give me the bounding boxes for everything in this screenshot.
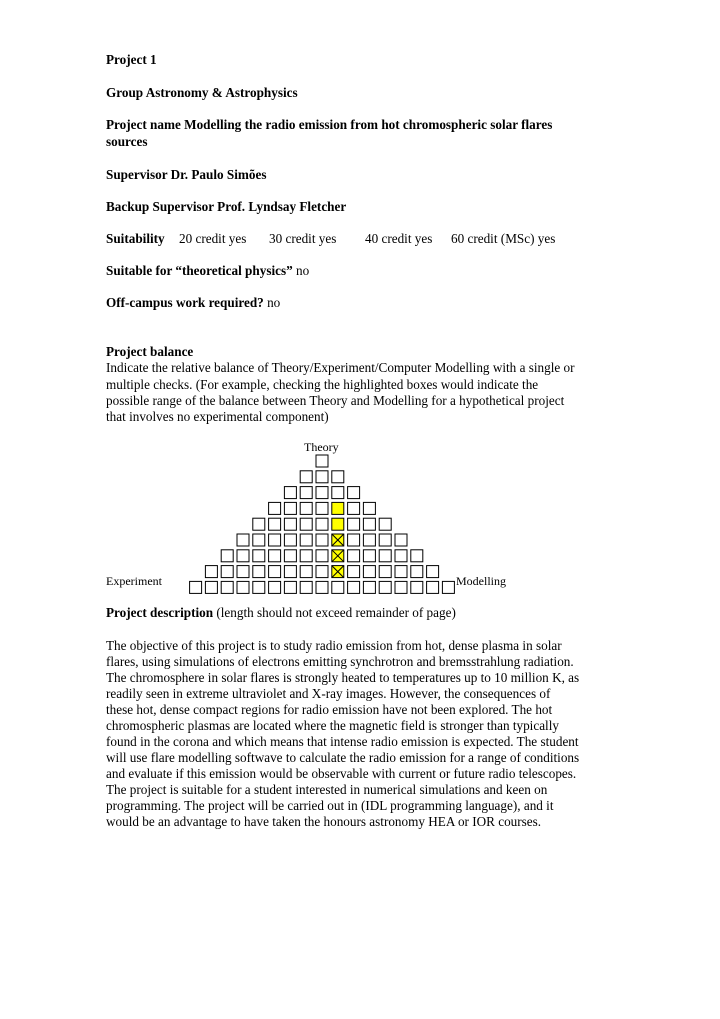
theoretical-physics-label: Suitable for “theoretical physics”: [106, 263, 293, 278]
theory-label: Theory: [304, 440, 339, 454]
balance-checkbox[interactable]: [300, 487, 312, 499]
backup-supervisor-label: Backup Supervisor: [106, 199, 214, 214]
balance-checkbox[interactable]: [363, 566, 375, 578]
balance-checkbox[interactable]: [411, 550, 423, 562]
balance-checkbox[interactable]: [379, 581, 391, 593]
project-name-row: [106, 116, 552, 133]
description-line: found in the corona and which means that intense radio emission is expected. The student: [106, 734, 579, 749]
project-description-row: [106, 604, 456, 621]
balance-checkbox[interactable]: [284, 518, 296, 530]
balance-checkbox[interactable]: [395, 550, 407, 562]
project-name-value-line1: Modelling the radio emission from hot chromospheric solar flares: [184, 117, 553, 132]
balance-checkbox[interactable]: [363, 581, 375, 593]
group-value: Astronomy & Astrophysics: [145, 85, 298, 100]
suitability-40-credit: 40 credit yes: [365, 231, 433, 246]
theoretical-physics-value: no: [296, 263, 310, 278]
balance-checkbox[interactable]: [332, 566, 344, 578]
balance-checkbox[interactable]: [332, 518, 344, 530]
balance-checkbox[interactable]: [316, 566, 328, 578]
balance-checkbox[interactable]: [427, 581, 439, 593]
balance-checkbox[interactable]: [332, 471, 344, 483]
balance-text-line: possible range of the balance between Theory and Modelling for a hypothetical project: [106, 393, 565, 408]
balance-checkbox[interactable]: [442, 581, 454, 593]
balance-checkbox[interactable]: [221, 550, 233, 562]
balance-checkbox[interactable]: [237, 581, 249, 593]
balance-checkbox[interactable]: [348, 534, 360, 546]
group-row: [106, 84, 298, 101]
balance-checkbox[interactable]: [332, 581, 344, 593]
balance-checkbox[interactable]: [300, 534, 312, 546]
balance-checkbox[interactable]: [253, 534, 265, 546]
balance-checkbox[interactable]: [348, 518, 360, 530]
balance-checkbox[interactable]: [205, 581, 217, 593]
balance-checkbox[interactable]: [237, 534, 249, 546]
off-campus-label: Off-campus work required?: [106, 295, 264, 310]
balance-checkbox[interactable]: [379, 566, 391, 578]
suitability-20-credit: 20 credit yes: [179, 231, 247, 246]
balance-checkbox[interactable]: [300, 581, 312, 593]
balance-checkbox[interactable]: [205, 566, 217, 578]
balance-checkbox[interactable]: [269, 550, 281, 562]
balance-checkbox[interactable]: [269, 502, 281, 514]
balance-checkbox[interactable]: [395, 534, 407, 546]
balance-checkbox[interactable]: [237, 550, 249, 562]
balance-checkbox[interactable]: [427, 566, 439, 578]
balance-checkbox[interactable]: [332, 550, 344, 562]
description-line: readily seen in extreme ultraviolet and X-ray images. However, the consequences of: [106, 686, 551, 701]
description-line: would be an advantage to have taken the honours astronomy HEA or IOR courses.: [106, 814, 542, 829]
balance-checkbox[interactable]: [221, 581, 233, 593]
balance-text-line: multiple checks. (For example, checking the highlighted boxes would indicate the: [106, 377, 539, 392]
balance-checkbox[interactable]: [316, 471, 328, 483]
balance-checkbox[interactable]: [363, 534, 375, 546]
supervisor-label: Supervisor: [106, 167, 168, 182]
balance-checkbox[interactable]: [253, 518, 265, 530]
balance-checkbox[interactable]: [379, 518, 391, 530]
balance-checkbox[interactable]: [316, 550, 328, 562]
modelling-label: Modelling: [456, 574, 506, 588]
balance-checkbox[interactable]: [269, 518, 281, 530]
balance-checkbox[interactable]: [300, 566, 312, 578]
balance-checkbox[interactable]: [411, 581, 423, 593]
balance-checkbox[interactable]: [269, 534, 281, 546]
balance-checkbox[interactable]: [379, 534, 391, 546]
suitability-label: Suitability: [106, 231, 165, 246]
description-line: and evaluate if this emission would be observable with current or future radio telescopes.: [106, 766, 577, 781]
balance-checkbox[interactable]: [253, 581, 265, 593]
balance-checkbox[interactable]: [221, 566, 233, 578]
balance-checkbox[interactable]: [284, 566, 296, 578]
description-line: these hot, dense compact regions for radio emission have not been explored. The hot: [106, 702, 553, 717]
project-name-value-line2: sources: [106, 134, 148, 149]
balance-checkbox[interactable]: [332, 534, 344, 546]
backup-supervisor-row: [106, 198, 346, 215]
balance-checkbox[interactable]: [284, 581, 296, 593]
balance-checkbox[interactable]: [300, 550, 312, 562]
balance-checkbox[interactable]: [253, 550, 265, 562]
description-line: The objective of this project is to study radio emission from hot, dense plasma in solar: [106, 638, 562, 653]
balance-checkbox[interactable]: [300, 471, 312, 483]
balance-checkbox[interactable]: [253, 566, 265, 578]
balance-checkbox[interactable]: [348, 487, 360, 499]
project-description-note: (length should not exceed remainder of page): [216, 605, 456, 620]
balance-checkbox[interactable]: [395, 581, 407, 593]
suitability-30-credit: 30 credit yes: [269, 231, 337, 246]
balance-checkbox[interactable]: [348, 581, 360, 593]
balance-checkbox[interactable]: [300, 502, 312, 514]
balance-checkbox[interactable]: [316, 581, 328, 593]
project-balance-heading: Project balance: [106, 344, 194, 359]
project-name-label: Project name: [106, 117, 181, 132]
balance-checkbox[interactable]: [363, 550, 375, 562]
balance-checkbox[interactable]: [332, 502, 344, 514]
balance-checkbox[interactable]: [363, 502, 375, 514]
suitability-60-credit: 60 credit (MSc) yes: [451, 231, 556, 246]
balance-checkbox[interactable]: [237, 566, 249, 578]
balance-checkbox[interactable]: [316, 534, 328, 546]
balance-checkbox[interactable]: [411, 566, 423, 578]
balance-checkbox[interactable]: [395, 566, 407, 578]
balance-checkbox[interactable]: [348, 550, 360, 562]
balance-checkbox[interactable]: [284, 550, 296, 562]
balance-text-line: that involves no experimental component): [106, 409, 329, 424]
balance-checkbox[interactable]: [316, 518, 328, 530]
balance-checkbox[interactable]: [284, 502, 296, 514]
balance-checkbox[interactable]: [316, 455, 328, 467]
backup-supervisor-value: Prof. Lyndsay Fletcher: [217, 199, 347, 214]
balance-checkbox[interactable]: [190, 581, 202, 593]
supervisor-value: Dr. Paulo Simões: [170, 167, 267, 182]
theoretical-physics-row: [106, 262, 309, 279]
balance-checkbox[interactable]: [284, 487, 296, 499]
suitability-row: [106, 230, 165, 247]
balance-checkbox[interactable]: [348, 566, 360, 578]
balance-checkbox[interactable]: [363, 518, 375, 530]
description-line: chromospheric plasmas are located where the magnetic field is stronger than typically: [106, 718, 559, 733]
description-line: programming. The project will be carried out in (IDL programming language), and it: [106, 798, 554, 813]
balance-checkbox[interactable]: [332, 487, 344, 499]
project-number: Project 1: [106, 52, 157, 67]
balance-checkbox[interactable]: [348, 502, 360, 514]
group-label: Group: [106, 85, 144, 100]
experiment-label: Experiment: [106, 574, 162, 588]
balance-checkbox[interactable]: [316, 487, 328, 499]
project-description-heading: Project description: [106, 605, 214, 620]
balance-checkbox[interactable]: [269, 581, 281, 593]
balance-checkbox[interactable]: [316, 502, 328, 514]
balance-text-line: Indicate the relative balance of Theory/Experiment/Computer Modelling with a single or: [106, 360, 575, 375]
off-campus-row: [106, 294, 280, 311]
balance-checkbox[interactable]: [300, 518, 312, 530]
description-line: The chromosphere in solar flares is strongly heated to temperatures up to 10 million K, as: [106, 670, 580, 685]
supervisor-row: [106, 166, 266, 183]
description-line: flares, using simulations of electrons emitting synchrotron and bremsstrahlung radiation.: [106, 654, 574, 669]
off-campus-value: no: [267, 295, 281, 310]
balance-checkbox[interactable]: [379, 550, 391, 562]
balance-checkbox[interactable]: [269, 566, 281, 578]
description-line: The project is suitable for a student interested in numerical simulations and keen on: [106, 782, 548, 797]
description-line: will use flare modelling softwave to calculate the radio emission for a range of conditions: [106, 750, 580, 765]
balance-checkbox[interactable]: [284, 534, 296, 546]
